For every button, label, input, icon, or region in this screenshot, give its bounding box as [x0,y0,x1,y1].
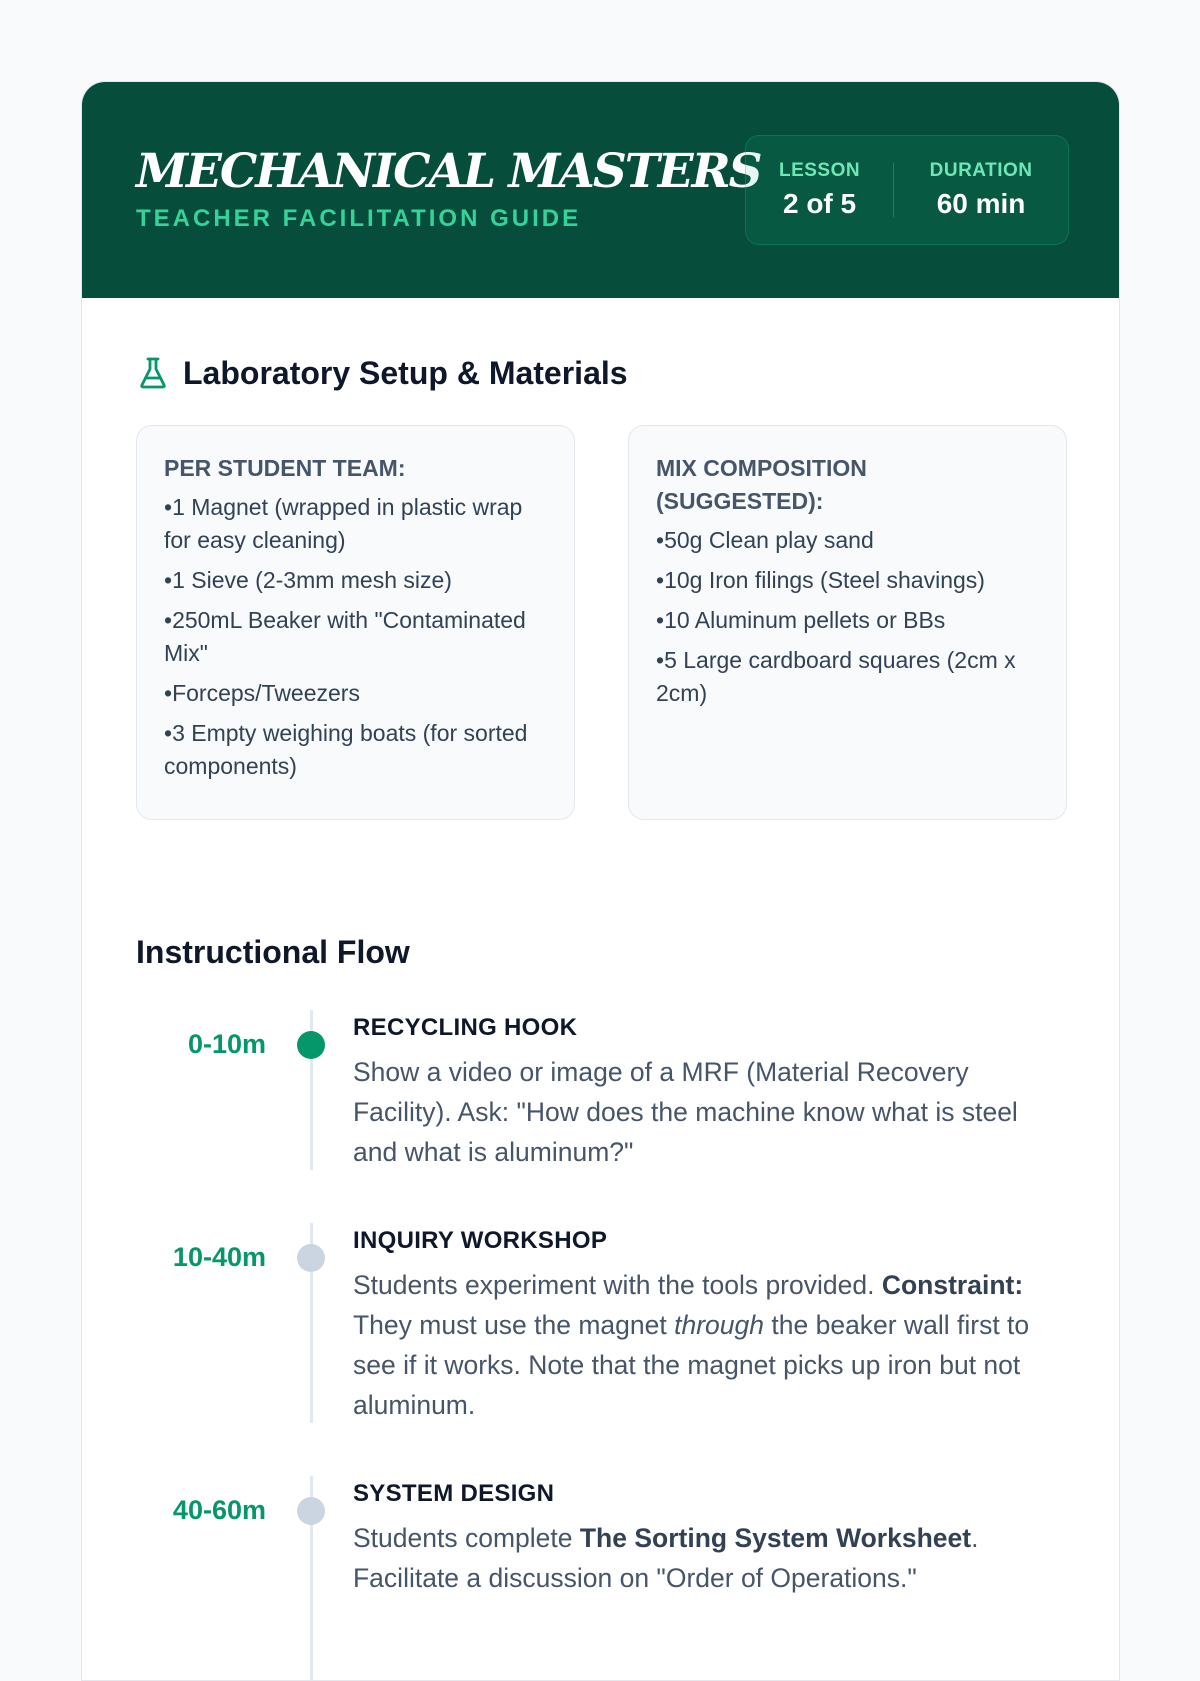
guide-title: MECHANICAL MASTERS [136,144,761,199]
guide-header [82,82,1119,298]
step-body [353,1010,1053,1172]
step-description [353,1265,1053,1425]
mix-list [656,524,1039,710]
duration-value: 60 min [936,188,1026,219]
constraint-label: Constraint: [881,1270,1024,1300]
timeline-dot [297,1244,325,1272]
lesson-meta [746,158,893,222]
flask-icon [137,356,169,390]
step-body [353,1223,1053,1425]
list-item: • 1 Magnet (wrapped in plastic wrap for easy cleaning) [164,491,547,557]
setup-section-title: Laboratory Setup & Materials [183,355,628,391]
facilitation-guide-card [81,81,1120,1681]
step-heading: INQUIRY WORKSHOP [353,1227,608,1254]
flow-step-recycling-hook [82,1010,1120,1220]
step-text-part: Students complete [353,1523,573,1553]
per-team-list [164,491,547,783]
lesson-value: 2 of 5 [782,188,857,219]
step-time: 10-40m [172,1242,266,1272]
worksheet-name: The Sorting System Worksheet [579,1523,972,1553]
step-text-part: the beaker wall first to see if it works. Note that the magnet picks up iron but not aluminum. [353,1310,1030,1420]
guide-subtitle: TEACHER FACILITATION GUIDE [136,205,582,232]
list-item: • Forceps/Tweezers [164,677,547,710]
list-item: • 10g Iron filings (Steel shavings) [656,564,1039,597]
step-time: 0-10m [187,1029,266,1059]
lesson-meta-panel [745,135,1069,245]
list-item: • 10 Aluminum pellets or BBs [656,604,1039,637]
per-team-label: PER STUDENT TEAM: [164,455,406,481]
step-body [353,1476,1053,1598]
step-description: Show a video or image of a MRF (Material Recovery Facility). Ask: "How does the machine know what is steel and what is aluminum?" [353,1057,1018,1167]
list-item: • 1 Sieve (2-3mm mesh size) [164,564,547,597]
instructional-flow-title: Instructional Flow [136,934,410,970]
list-item: • 50g Clean play sand [656,524,1039,557]
list-item: • 3 Empty weighing boats (for sorted components) [164,717,547,783]
step-heading: RECYCLING HOOK [353,1014,578,1041]
timeline-dot [297,1497,325,1525]
list-item: • 250mL Beaker with "Contaminated Mix" [164,604,547,670]
list-item: • 5 Large cardboard squares (2cm x 2cm) [656,644,1039,710]
step-text-part: Students experiment with the tools provided. [353,1270,875,1300]
duration-meta [894,158,1068,222]
step-description [353,1518,1053,1598]
duration-label: DURATION [929,160,1033,181]
mix-composition-box [628,425,1067,820]
timeline-dot-active [297,1031,325,1059]
step-text-part: . Facilitate a discussion on "Order of Operations." [353,1523,979,1593]
setup-section-header [137,354,628,392]
flow-step-system-design [82,1476,1120,1681]
step-text-part: They must use the magnet [353,1310,667,1340]
lesson-label: LESSON [778,160,861,181]
per-team-materials-box [136,425,575,820]
mix-label: MIX COMPOSITION (SUGGESTED): [656,455,867,514]
step-time: 40-60m [172,1495,266,1525]
flow-step-inquiry-workshop [82,1223,1120,1473]
step-heading: SYSTEM DESIGN [353,1480,555,1507]
emphasis-word: through [674,1310,765,1340]
